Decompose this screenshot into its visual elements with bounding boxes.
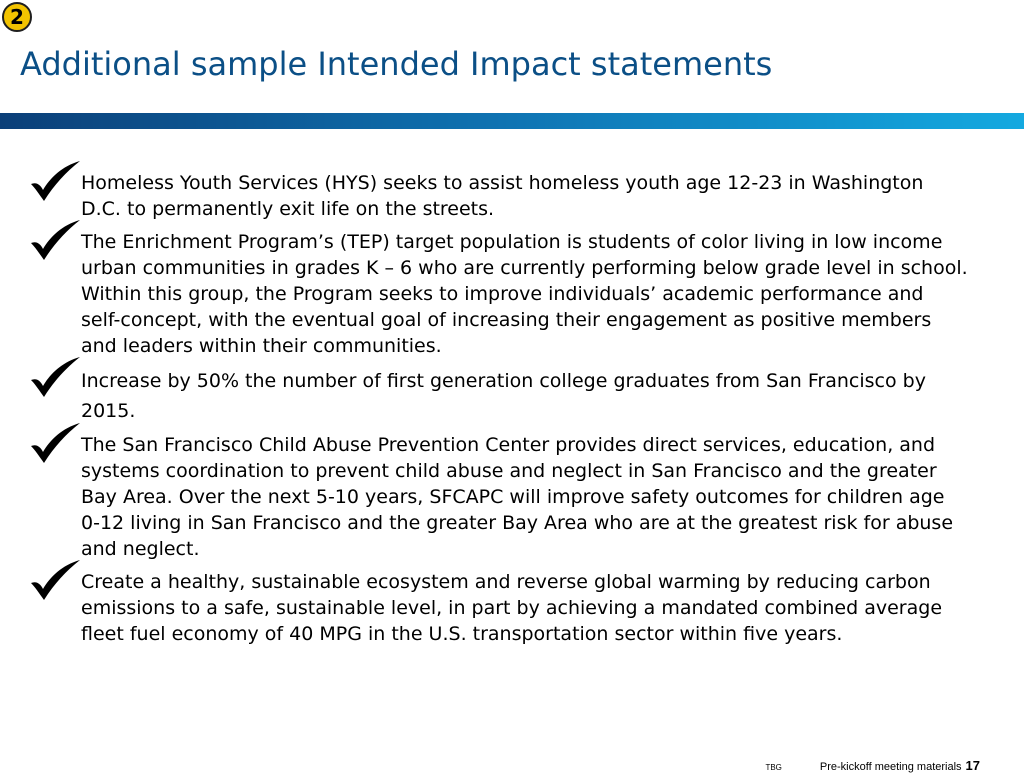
- statement-text: Increase by 50% the number of first generation college graduates from San Francisco by 2015.: [81, 370, 926, 422]
- statement-text: Homeless Youth Services (HYS) seeks to assist homeless youth age 12-23 in Washington D.C. to permanently exit life on the streets.: [81, 172, 924, 220]
- statement-text: The San Francisco Child Abuse Prevention Center provides direct services, education, and systems coordination to prevent child abuse and neglect in San Francisco and the greater Bay Area. Over the next 5-10 years, SFCAPC will improve safety outcomes for children age 0-12 living in San Francisco and the greater Bay Area who are at the greatest risk for abuse and neglect.: [81, 434, 954, 560]
- slide-footer: [765, 758, 980, 773]
- slide-number-badge: 2: [2, 2, 32, 32]
- footer-org: TBG: [765, 763, 782, 772]
- page-number: 17: [965, 758, 980, 773]
- checkmark-icon: [28, 422, 82, 464]
- list-item: [28, 569, 968, 647]
- title-divider-bar: [0, 113, 1024, 129]
- checkmark-icon: [28, 559, 82, 601]
- checkmark-icon: [28, 219, 82, 261]
- checkmark-icon: [28, 356, 82, 398]
- list-item: [28, 170, 968, 222]
- checkmark-icon: [28, 160, 82, 202]
- statement-text: Create a healthy, sustainable ecosystem and reverse global warming by reducing carbon emissions to a safe, sustainable level, in part by achieving a mandated combined average fleet fuel economy of 40 MPG in the U.S. transportation sector within five years.: [81, 571, 943, 645]
- list-item: [28, 366, 968, 426]
- list-item: [28, 229, 968, 359]
- footer-label: Pre-kickoff meeting materials: [819, 761, 962, 773]
- statement-text: The Enrichment Program’s (TEP) target population is students of color living in low income urban communities in grades K – 6 who are currently performing below grade level in school. Within this group, the Program seeks to improve individuals’ academic performance and self-concept, with the eventual goal of increasing their engagement as positive members and leaders within their communities.: [81, 231, 968, 357]
- list-item: [28, 432, 968, 562]
- impact-statement-list: [28, 170, 968, 654]
- page-title: Additional sample Intended Impact statements: [20, 45, 773, 83]
